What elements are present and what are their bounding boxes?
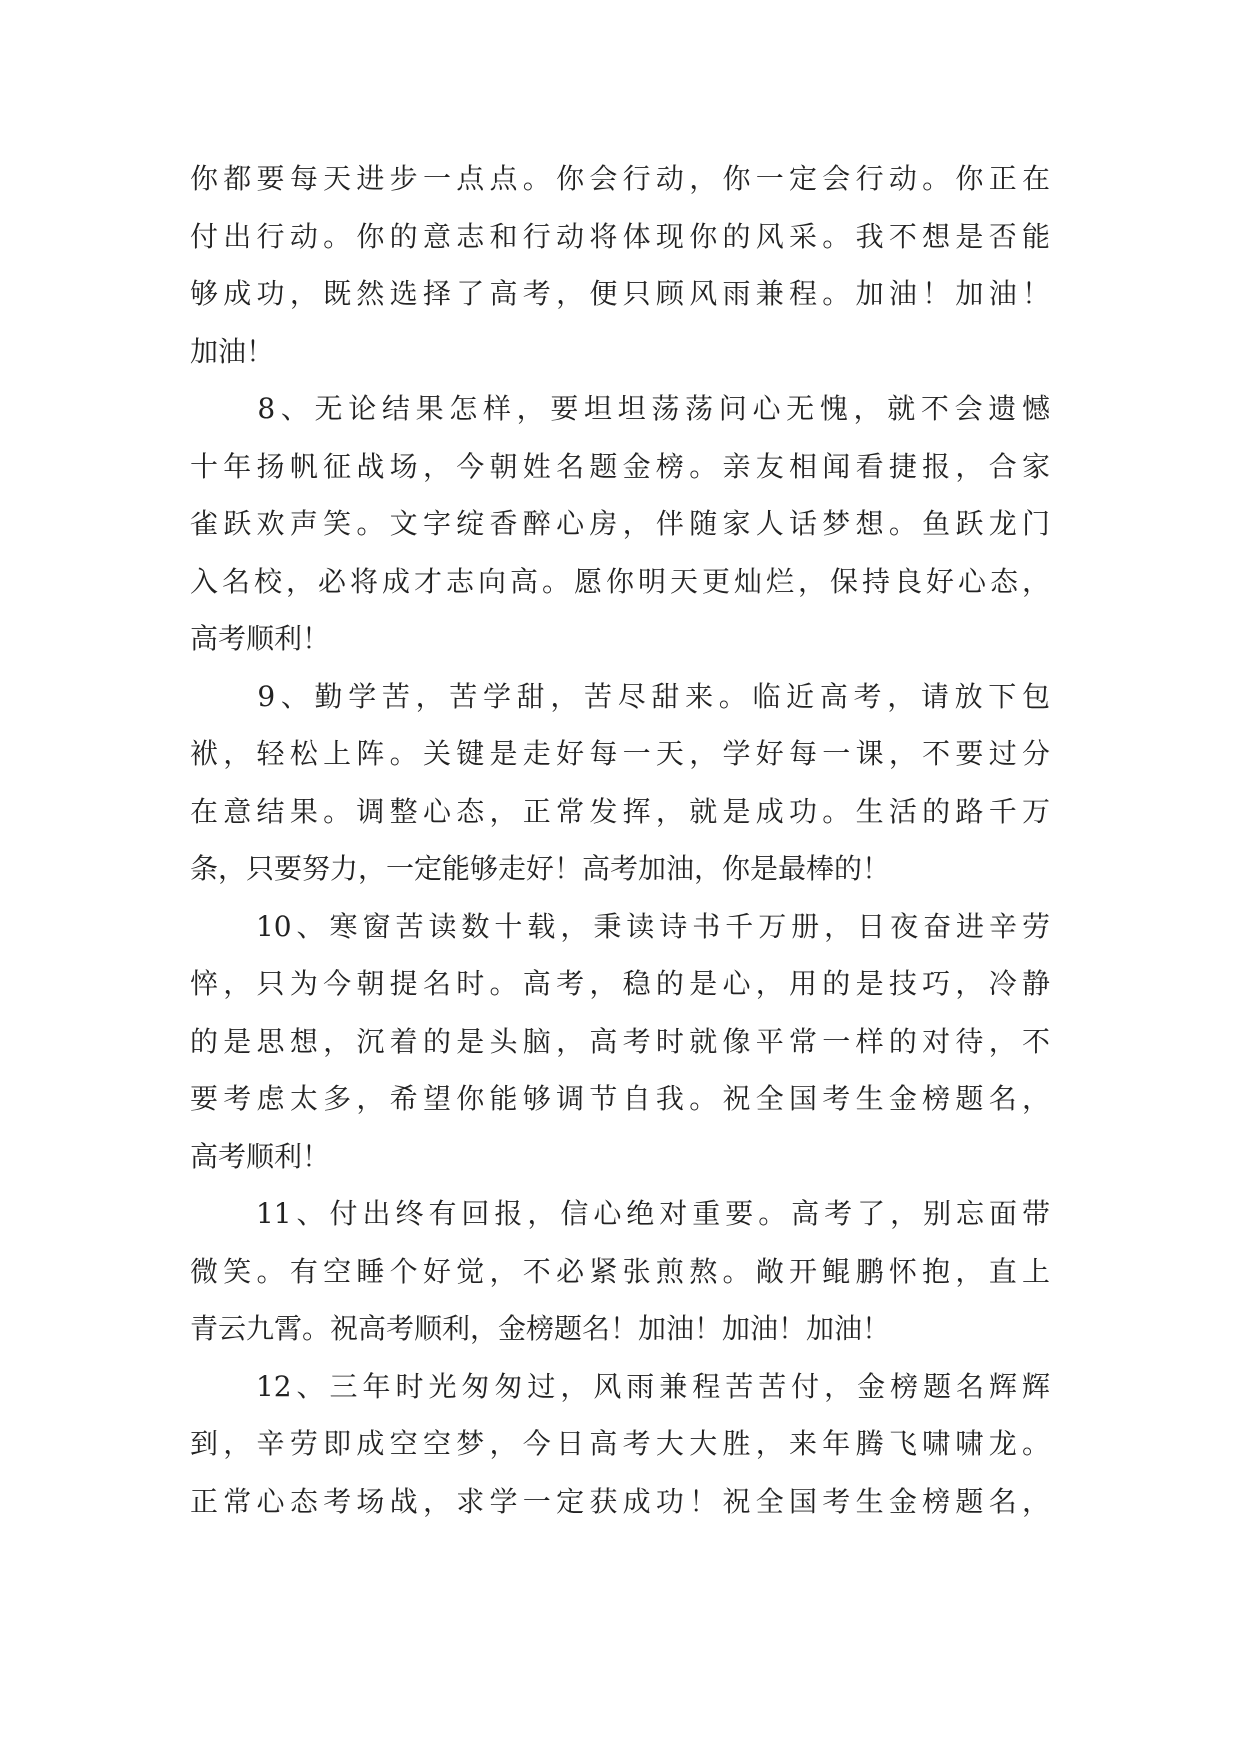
text-line: 入名校，必将成才志向高。愿你明天更灿烂，保持良好心态， bbox=[190, 564, 1050, 598]
text-line: 要考虑太多，希望你能够调节自我。祝全国考生金榜题名， bbox=[190, 1082, 1050, 1115]
text-line: 高考顺利！ bbox=[190, 622, 331, 655]
text-line: 12、三年时光匆匆过，风雨兼程苦苦付，金榜题名辉辉 bbox=[190, 1369, 1050, 1403]
text-line: 十年扬帆征战场，今朝姓名题金榜。亲友相闻看捷报，合家 bbox=[190, 449, 1050, 483]
text-line: 9、勤学苦，苦学甜，苦尽甜来。临近高考，请放下包 bbox=[190, 679, 1050, 713]
text-line: 青云九霄。祝高考顺利，金榜题名！加油！加油！加油！ bbox=[190, 1312, 891, 1345]
text-line: 正常心态考场战，求学一定获成功！祝全国考生金榜题名， bbox=[190, 1484, 1050, 1518]
text-line: 高考顺利！ bbox=[190, 1139, 331, 1173]
text-line: 够成功，既然选择了高考，便只顾风雨兼程。加油！加油！ bbox=[190, 277, 1050, 310]
text-line: 你都要每天进步一点点。你会行动，你一定会行动。你正在 bbox=[190, 162, 1050, 195]
text-line: 在意结果。调整心态，正常发挥，就是成功。生活的路千万 bbox=[190, 794, 1050, 828]
text-line: 袱，轻松上阵。关键是走好每一天，学好每一课，不要过分 bbox=[190, 737, 1050, 770]
text-line: 悴，只为今朝提名时。高考，稳的是心，用的是技巧，冷静 bbox=[190, 967, 1050, 1000]
text-line: 的是思想，沉着的是头脑，高考时就像平常一样的对待，不 bbox=[190, 1024, 1050, 1058]
text-line: 雀跃欢声笑。文字绽香醉心房，伴随家人话梦想。鱼跃龙门 bbox=[190, 507, 1050, 540]
text-line: 微笑。有空睡个好觉，不必紧张煎熬。敞开鲲鹏怀抱，直上 bbox=[190, 1254, 1050, 1288]
text-line: 条，只要努力，一定能够走好！高考加油，你是最棒的！ bbox=[190, 852, 891, 885]
document-body bbox=[190, 150, 1050, 1530]
text-line: 11、付出终有回报，信心绝对重要。高考了，别忘面带 bbox=[190, 1197, 1050, 1230]
text-line: 付出行动。你的意志和行动将体现你的风采。我不想是否能 bbox=[190, 219, 1050, 253]
text-line: 到，辛劳即成空空梦，今日高考大大胜，来年腾飞啸啸龙。 bbox=[190, 1427, 1050, 1460]
text-line: 加油！ bbox=[190, 334, 275, 368]
text-line: 8、无论结果怎样，要坦坦荡荡问心无愧，就不会遗憾 bbox=[190, 392, 1050, 425]
text-line: 10、寒窗苦读数十载，秉读诗书千万册，日夜奋进辛劳 bbox=[190, 909, 1050, 943]
